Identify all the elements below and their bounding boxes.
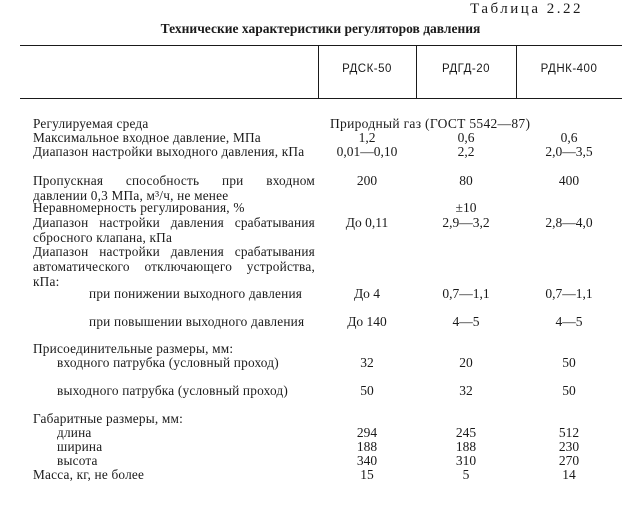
table-number: Таблица 2.22 — [470, 1, 583, 17]
cell-value: 294 — [356, 425, 378, 440]
row-label: высота — [57, 453, 98, 468]
row-label: ширина — [57, 439, 103, 454]
column-header-rdgd: РДГД-20 — [441, 63, 491, 75]
cell-value: 15 — [360, 467, 374, 482]
row-label: входного патрубка (условный проход) — [57, 355, 279, 370]
row-label: выходного патрубка (условный проход) — [57, 383, 288, 398]
cell-value: 400 — [558, 173, 580, 188]
row-label: при повышении выходного давления — [89, 314, 305, 329]
cell-value: До 140 — [347, 314, 387, 329]
row-label: Диапазон настройки выходного давления, кПа — [33, 144, 305, 159]
cell-value: 50 — [562, 355, 576, 370]
cell-value: 0,01—0,10 — [336, 144, 398, 159]
cell-value: 2,8—4,0 — [545, 215, 593, 230]
header-rule — [20, 98, 622, 99]
cell-value: 188 — [455, 439, 477, 454]
cell-value: ±10 — [455, 200, 477, 215]
cell-value: 4—5 — [555, 314, 583, 329]
top-rule — [20, 45, 622, 46]
row-label: при понижении выходного давления — [89, 286, 303, 301]
cell-value: 0,6 — [457, 130, 475, 145]
row-label: длина — [57, 425, 92, 440]
cell-value: До 4 — [353, 286, 381, 301]
row-label: Масса, кг, не более — [33, 467, 145, 482]
cell-value: 2,0—3,5 — [545, 144, 593, 159]
cell-value: 2,9—3,2 — [442, 215, 490, 230]
row-label: Пропускная способность при входном давлении 0,3 МПа, м³/ч, не менее — [33, 173, 315, 203]
row-label: Присоединительные размеры, мм: — [33, 341, 234, 356]
row-label: Регулируемая среда — [33, 116, 149, 131]
cell-value: 0,7—1,1 — [545, 286, 593, 301]
cell-value: 270 — [558, 453, 580, 468]
cell-value: 310 — [455, 453, 477, 468]
table-caption: Технические характеристики регуляторов давления — [160, 21, 481, 36]
cell-value: 200 — [356, 173, 378, 188]
cell-value: Природный газ (ГОСТ 5542—87) — [330, 116, 531, 131]
cell-value: 230 — [558, 439, 580, 454]
row-label: Диапазон настройки давления срабатывания автоматического отключающего устройства, кПа: — [33, 244, 315, 289]
cell-value: До 0,11 — [345, 215, 389, 230]
cell-value: 50 — [562, 383, 576, 398]
cell-value: 5 — [462, 467, 470, 482]
cell-value: 340 — [356, 453, 378, 468]
cell-value: 188 — [356, 439, 378, 454]
row-label: Диапазон настройки давления срабатывания сбросного клапана, кПа — [33, 215, 315, 245]
row-label: Максимальное входное давление, МПа — [33, 130, 261, 145]
cell-value: 1,2 — [358, 130, 376, 145]
cell-value: 245 — [455, 425, 477, 440]
row-label: Габаритные размеры, мм: — [33, 411, 184, 426]
cell-value: 0,7—1,1 — [442, 286, 490, 301]
cell-value: 512 — [558, 425, 580, 440]
cell-value: 0,6 — [560, 130, 578, 145]
column-header-rdsk: РДСК-50 — [342, 63, 392, 75]
cell-value: 32 — [360, 355, 374, 370]
row-label: Неравномерность регулирования, % — [33, 200, 245, 215]
cell-value: 2,2 — [457, 144, 475, 159]
cell-value: 80 — [459, 173, 473, 188]
cell-value: 32 — [459, 383, 473, 398]
cell-value: 20 — [459, 355, 473, 370]
cell-value: 14 — [562, 467, 576, 482]
cell-value: 50 — [360, 383, 374, 398]
column-header-rdnk: РДНК-400 — [540, 63, 598, 75]
cell-value: 4—5 — [452, 314, 480, 329]
